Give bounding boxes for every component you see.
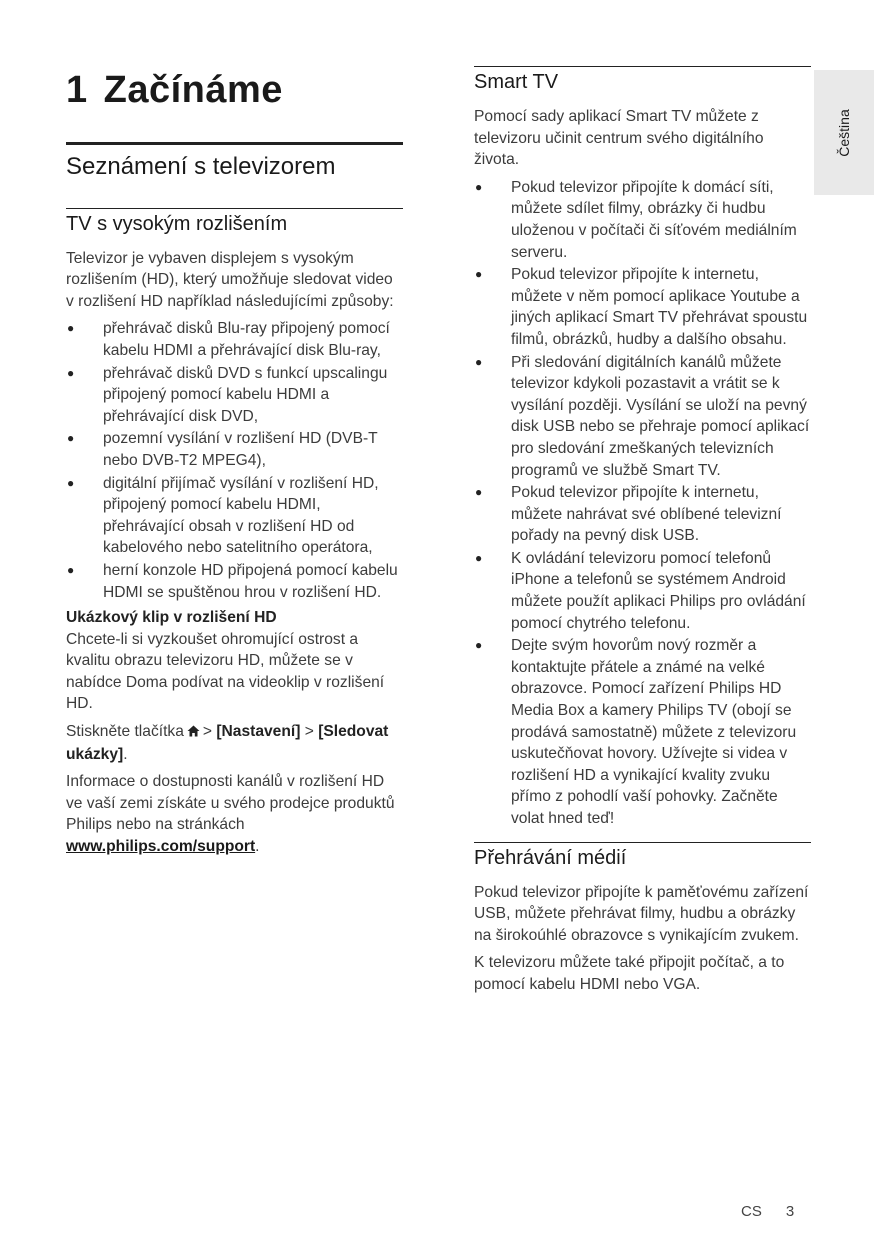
bullet-icon: ●	[67, 562, 75, 577]
list-item	[474, 264, 811, 350]
list-item	[474, 635, 811, 829]
info-end: .	[255, 838, 260, 856]
bullet-icon: ●	[67, 365, 75, 380]
list-item-text: Při sledování digitálních kanálů můžete televizor kdykoli pozastavit a vrátit se k vysílání později. Vysílání se uloží na pevný disk USB nebo se přehraje pomocí aplikací pro sledování zmeškaných televizních programů ve službě Smart TV.	[511, 353, 810, 479]
press-separator: >	[304, 723, 314, 741]
list-item	[66, 318, 403, 361]
smart-tv-bullet-list	[474, 177, 811, 830]
hd-intro: Televizor je vybaven displejem s vysokým rozlišením (HD), který umožňuje sledovat video v rozlišení HD například následujícími způsoby:	[66, 249, 394, 310]
media-p2: K televizoru můžete také připojit počítač, a to pomocí kabelu HDMI nebo VGA.	[474, 954, 785, 993]
info-paragraph	[66, 771, 403, 857]
list-item	[66, 428, 403, 471]
press-prefix: Stiskněte tlačítka	[66, 723, 184, 741]
hd-subsection-title: TV s vysokým rozlišením	[66, 212, 288, 235]
watch-demo-menu-ref: [Sledovat ukázky]	[66, 723, 389, 763]
list-item-text: přehrávač disků DVD s funkcí upscalingu připojený pomocí kabelu HDMI a přehrávající disk DVD,	[103, 364, 388, 425]
bullet-icon: ●	[475, 638, 483, 653]
list-item	[66, 363, 403, 428]
list-item-text: Pokud televizor připojíte k internetu, můžete nahrávat své oblíbené televizní pořady na pevný disk USB.	[511, 484, 782, 545]
list-item-text: pozemní vysílání v rozlišení HD (DVB-T nebo DVB-T2 MPEG4),	[103, 430, 378, 469]
smart-tv-intro: Pomocí sady aplikací Smart TV můžete z televizoru učinit centrum svého digitálního života.	[474, 108, 764, 169]
language-tab-label: Čeština	[836, 108, 852, 157]
list-item-text: Dejte svým hovorům nový rozměr a kontaktujte přátele a známé na velké obrazovce. Pomocí zařízení Philips HD Media Box a kamery Philips TV (obojí se prodává samostatně) můžete z televizoru uskutečňovat hovory. Užívejte si videa v rozlišení HD a vynikající kvality zvuku přímo z pohodlí vaší pohovky. Začněte volat hned teď!	[511, 637, 797, 827]
bullet-icon: ●	[67, 431, 75, 446]
philips-support-link[interactable]: www.philips.com/support	[66, 838, 256, 856]
footer-language: CS	[741, 1203, 762, 1220]
list-item-text: Pokud televizor připojíte k domácí síti, můžete sdílet filmy, obrázky či hudbu uloženou v počítači či síťovém mediálním serveru.	[511, 178, 797, 261]
press-instruction	[66, 721, 403, 765]
bullet-icon: ●	[475, 550, 483, 565]
page-footer	[741, 1203, 794, 1220]
page-number: 3	[785, 1203, 795, 1220]
press-separator: >	[202, 723, 212, 741]
info-text: Informace o dostupnosti kanálů v rozlišení HD ve vaší zemi získáte u svého prodejce produktů Philips nebo na stránkách	[66, 773, 395, 834]
demo-heading: Ukázkový klip v rozlišení HD	[66, 609, 277, 627]
list-item-text: herní konzole HD připojená pomocí kabelu HDMI se spuštěnou hrou v rozlišení HD.	[103, 561, 398, 601]
list-item-text: Pokud televizor připojíte k internetu, můžete v něm pomocí aplikace Youtube a jiných aplikací Smart TV přehrávat spoustu filmů, obrázků, hudby a dalšího obsahu.	[511, 266, 808, 348]
list-item	[66, 560, 403, 603]
home-icon	[187, 722, 200, 744]
demo-text: Chcete-li si vyzkoušet ohromující ostrost a kvalitu obrazu televizoru HD, můžete se v nabídce Doma podívat na videoklip v rozlišení HD.	[66, 630, 385, 713]
list-item	[474, 352, 811, 482]
chapter-title	[66, 70, 403, 112]
smart-tv-title: Smart TV	[474, 66, 811, 95]
list-item-text: K ovládání televizoru pomocí telefonů iPhone a telefonů se systémem Android můžete použít aplikaci Philips pro ovládání pomocí chytrého telefonu.	[511, 549, 806, 632]
section-title: Seznámení s televizorem	[66, 142, 403, 182]
list-item	[66, 473, 403, 559]
press-end: .	[123, 745, 128, 763]
settings-menu-ref: [Nastavení]	[216, 723, 301, 741]
bullet-icon: ●	[67, 321, 75, 336]
media-title: Přehrávání médií	[474, 842, 811, 871]
bullet-icon: ●	[67, 475, 75, 490]
list-item	[474, 482, 811, 547]
right-column	[474, 66, 811, 1002]
list-item	[474, 177, 811, 263]
bullet-icon: ●	[475, 354, 483, 369]
list-item	[474, 548, 811, 634]
media-p1: Pokud televizor připojíte k paměťovému zařízení USB, můžete přehrávat filmy, hudbu a obrázky na širokoúhlé obrazovce s vynikajícím zvukem.	[474, 883, 809, 944]
hd-bullet-list	[66, 318, 403, 603]
language-tab	[814, 70, 874, 195]
list-item-text: přehrávač disků Blu-ray připojený pomocí kabelu HDMI a přehrávající disk Blu-ray,	[103, 320, 390, 359]
chapter-number: 1	[66, 69, 88, 111]
left-column	[66, 60, 403, 864]
bullet-icon: ●	[475, 485, 483, 500]
bullet-icon: ●	[475, 179, 483, 194]
list-item-text: digitální přijímač vysílání v rozlišení HD, připojený pomocí kabelu HDMI, přehrávající obsah v rozlišení HD od kabelového nebo satelitního operátora,	[103, 474, 379, 557]
chapter-title-text: Začínáme	[103, 69, 283, 111]
bullet-icon: ●	[475, 267, 483, 282]
